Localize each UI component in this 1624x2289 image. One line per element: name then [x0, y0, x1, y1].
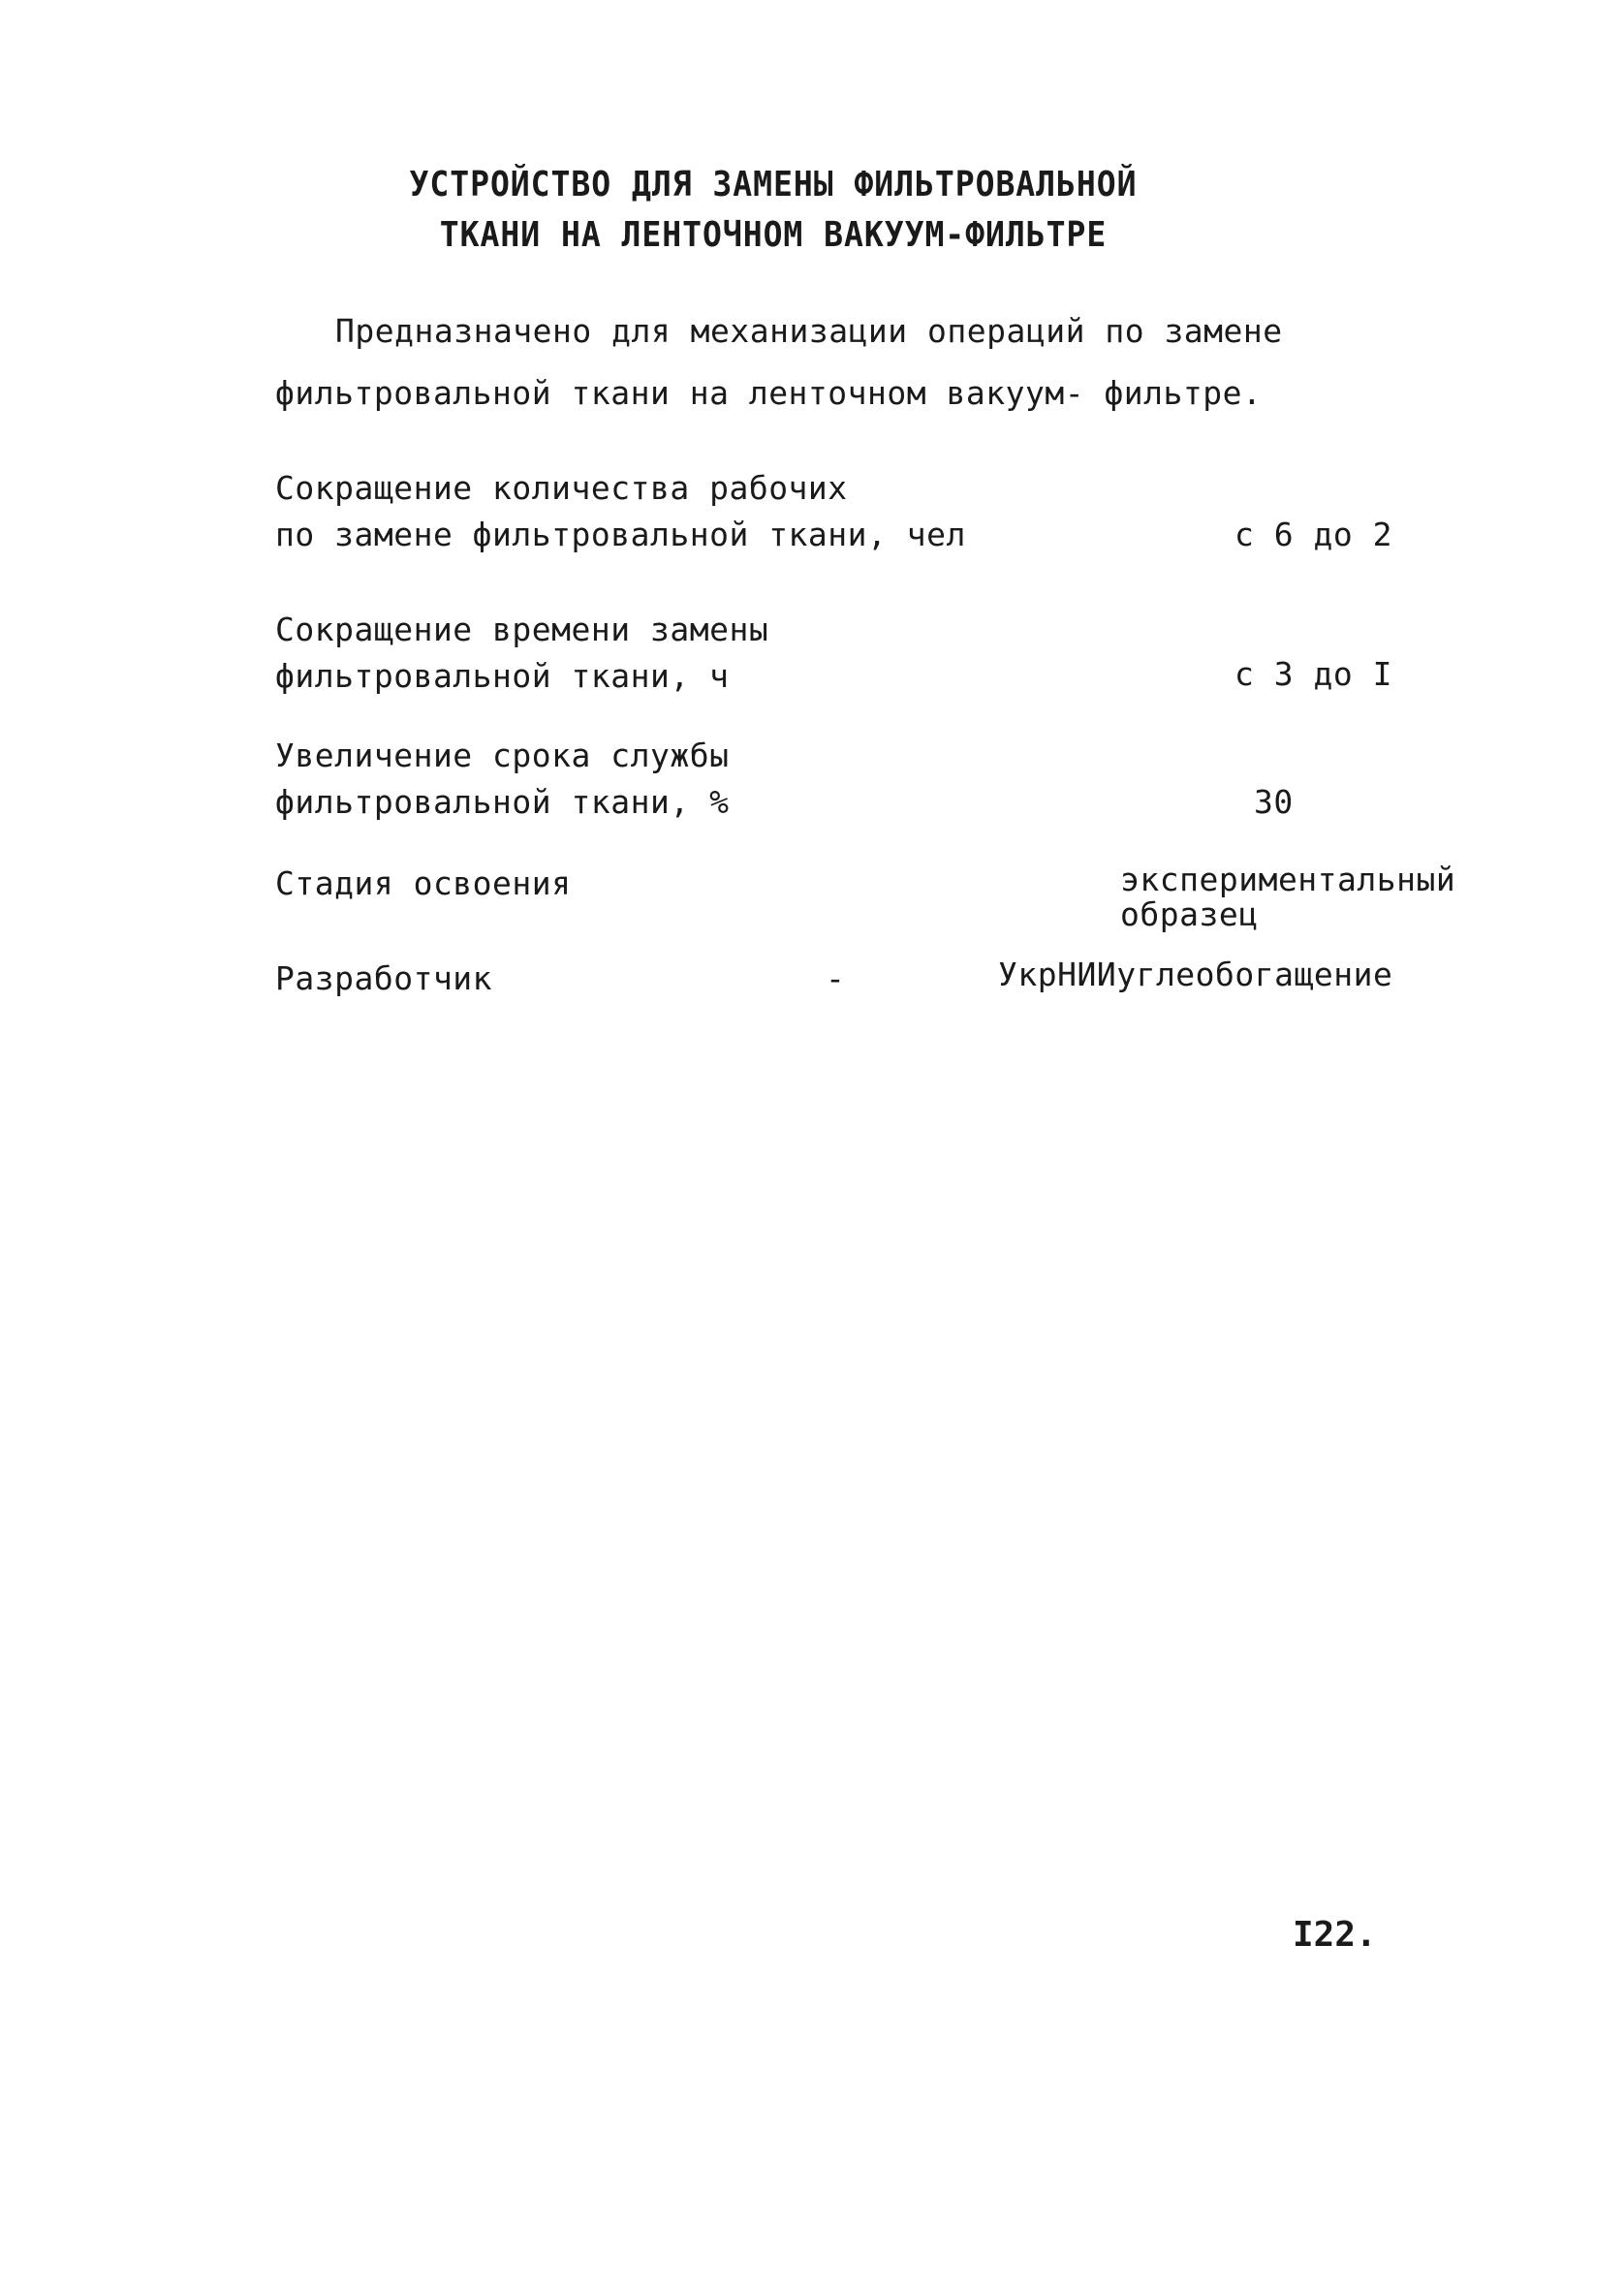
intro-line-2: фильтровальной ткани на ленточном вакуум- фильтре. [275, 374, 1263, 412]
stage-value-line-2: образец [1120, 895, 1259, 933]
document-title-line-2: ТКАНИ НА ЛЕНТОЧНОМ ВАКУУМ-ФИЛЬТРЕ [439, 215, 1108, 255]
developer-dash: - [826, 959, 846, 997]
intro-line-1: Предназначено для механизации операций по замене [335, 312, 1283, 350]
stage-value-line-1: экспериментальный [1120, 861, 1456, 898]
developer-value: УкрНИИуглеобогащение [998, 956, 1393, 993]
param-time-label-1: Сокращение времени замены [275, 611, 769, 648]
param-workers-label-1: Сокращение количества рабочих [275, 469, 848, 507]
param-time-label-2: фильтровальной ткани, ч [275, 657, 730, 695]
stage-label: Стадия освоения [275, 864, 572, 902]
param-lifetime-value: 30 [1254, 783, 1294, 821]
page-number: I22. [1293, 1915, 1377, 1955]
document-title-line-1: УСТРОЙСТВО ДЛЯ ЗАМЕНЫ ФИЛЬТРОВАЛЬНОЙ [409, 165, 1138, 204]
param-lifetime-label-2: фильтровальной ткани, % [275, 783, 730, 821]
developer-label: Разработчик [275, 959, 493, 997]
param-lifetime-label-1: Увеличение срока службы [275, 737, 730, 774]
param-workers-value: с 6 до 2 [1234, 516, 1392, 553]
param-workers-label-2: по замене фильтровальной ткани, чел [275, 516, 966, 553]
param-time-value: с 3 до I [1234, 655, 1392, 693]
